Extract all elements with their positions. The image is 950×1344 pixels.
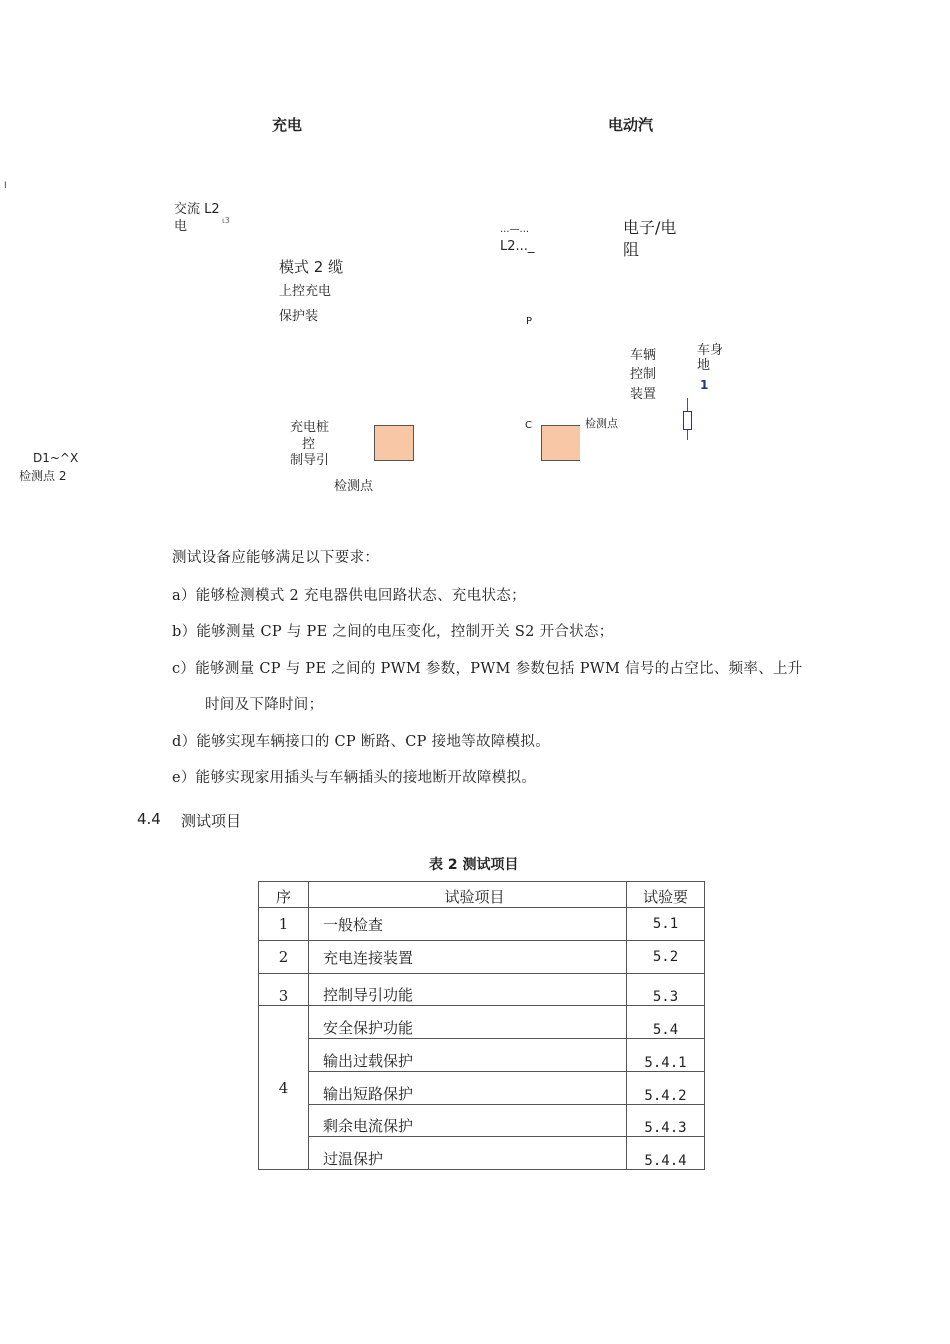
table-row xyxy=(259,941,705,974)
requirement-d: d）能够实现车辆接口的 CP 断路、CP 接地等故障模拟。 xyxy=(172,734,551,750)
table-header-row xyxy=(259,882,705,908)
resistor-body xyxy=(683,411,692,430)
requirement-c: c）能够测量 CP 与 PE 之间的 PWM 参数，PWM 参数包括 PWM 信号的占空比、频率、上升 xyxy=(172,661,803,677)
pile-ctrl-line1: 充电桩 xyxy=(290,420,330,435)
row-item: 控制导引功能 xyxy=(309,974,627,1006)
table-row xyxy=(259,908,705,941)
requirement-c-continued: 时间及下降时间； xyxy=(205,697,324,713)
row-req: 5.4 xyxy=(627,1006,705,1039)
requirement-e: e）能够实现家用插头与车辆插头的接地断开故障模拟。 xyxy=(172,770,537,786)
row-item: 剩余电流保护 xyxy=(309,1105,627,1137)
mode2-cable-line3: 保护装 xyxy=(279,309,319,324)
header-req: 试验要 xyxy=(627,882,705,908)
table-row xyxy=(259,1006,705,1039)
row-no-merged: 4 xyxy=(259,1006,309,1170)
row-req: 5.4.3 xyxy=(627,1105,705,1137)
detect-point-2: 检测点 2 xyxy=(19,469,67,483)
row-req: 5.4.1 xyxy=(627,1039,705,1072)
requirements-intro: 测试设备应能够满足以下要求： xyxy=(172,550,380,566)
pile-ctrl-line2: 控 xyxy=(302,437,316,452)
table-row xyxy=(259,1072,705,1105)
ac-sub-label: 电 xyxy=(174,219,188,234)
resistor-label-line1: 电子/电 xyxy=(623,218,677,237)
body-ground-line2: 地 xyxy=(697,358,711,373)
ac-l2-label: 交流 L2 xyxy=(174,202,220,217)
row-no: 3 xyxy=(259,974,309,1006)
row-item: 充电连接装置 xyxy=(309,941,627,974)
row-req: 5.1 xyxy=(627,908,705,941)
ac-sub-tail: ι3 xyxy=(222,216,230,225)
mode2-cable-line1: 模式 2 缆 xyxy=(279,258,344,276)
p-label: P xyxy=(526,316,533,327)
row-req: 5.4.4 xyxy=(627,1137,705,1170)
pile-ctrl-line3: 制导引 xyxy=(290,453,330,468)
table-row xyxy=(259,1137,705,1170)
d1-label: D1~^X xyxy=(33,451,79,465)
row-req: 5.2 xyxy=(627,941,705,974)
row-no: 2 xyxy=(259,941,309,974)
c-label: C xyxy=(525,420,532,431)
row-req: 5.4.2 xyxy=(627,1072,705,1105)
detect-right-label: 检测点 xyxy=(585,417,618,430)
row-no: 1 xyxy=(259,908,309,941)
row-item: 输出短路保护 xyxy=(309,1072,627,1105)
section-title: 测试项目 xyxy=(181,812,242,830)
section-number: 4.4 xyxy=(137,810,161,828)
row-item: 安全保护功能 xyxy=(309,1006,627,1039)
table-caption: 表 2 测试项目 xyxy=(429,857,519,873)
detect-point-bottom: 检测点 xyxy=(334,479,374,494)
row-item: 一般检查 xyxy=(309,908,627,941)
detection-box-left xyxy=(374,425,414,461)
tick-mark: I xyxy=(4,181,7,191)
l2-label: L2..._ xyxy=(500,239,535,254)
diagram-title-ev: 电动汽 xyxy=(608,116,654,134)
header-no: 序 xyxy=(259,882,309,908)
row-req: 5.3 xyxy=(627,974,705,1006)
vehicle-ctrl-line1: 车辆 xyxy=(630,348,657,363)
row-item: 过温保护 xyxy=(309,1137,627,1170)
table-row xyxy=(259,1105,705,1137)
test-items-table xyxy=(258,881,705,1170)
table-row xyxy=(259,974,705,1006)
body-ground-line1: 车身 xyxy=(697,343,724,358)
diagram-title-charger: 充电 xyxy=(272,116,303,134)
vehicle-ctrl-line2: 控制 xyxy=(630,367,657,382)
detection-box-right xyxy=(541,425,580,461)
vehicle-ctrl-line3: 装置 xyxy=(630,387,657,402)
l2-dash: ...—... xyxy=(500,224,530,235)
header-item: 试验项目 xyxy=(309,882,627,908)
requirement-a: a）能够检测模式 2 充电器供电回路状态、充电状态； xyxy=(172,588,526,604)
requirement-b: b）能够测量 CP 与 PE 之间的电压变化，控制开关 S2 开合状态； xyxy=(172,624,614,640)
row-item: 输出过载保护 xyxy=(309,1039,627,1072)
resistor-label-line2: 阻 xyxy=(623,240,640,259)
mode2-cable-line2: 上控充电 xyxy=(279,284,332,299)
body-ground-mark: 1 xyxy=(700,378,709,392)
table-row xyxy=(259,1039,705,1072)
